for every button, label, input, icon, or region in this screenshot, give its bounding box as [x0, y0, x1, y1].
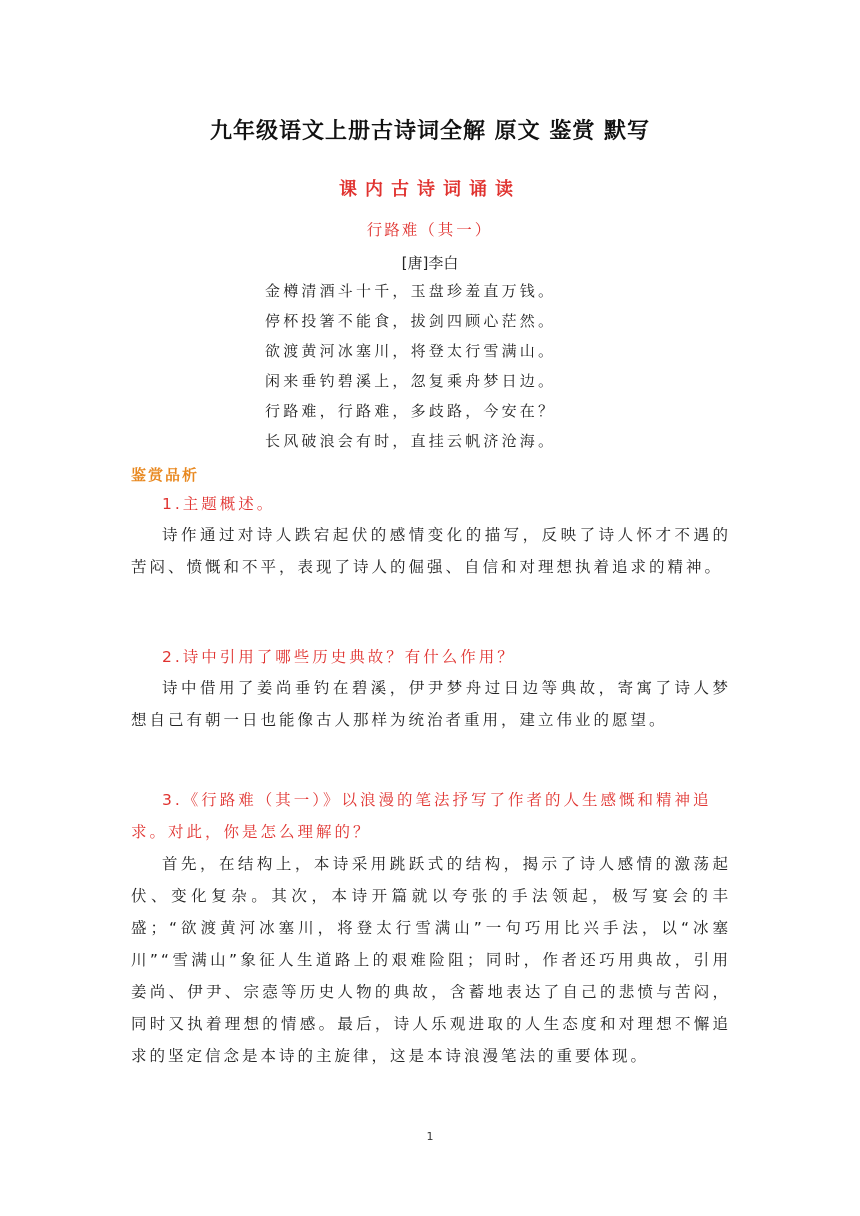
poem-title-subtitle: （其一） [419, 221, 494, 239]
poem-author: [唐]李白 [401, 254, 459, 272]
poem-line: 闲来垂钓碧溪上，忽复乘舟梦日边。 [265, 372, 557, 390]
analysis-heading: 鉴赏品析 [131, 466, 200, 484]
poem-line: 欲渡黄河冰塞川，将登太行雪满山。 [265, 342, 557, 360]
analysis-answer-2: 诗中借用了姜尚垂钓在碧溪，伊尹梦舟过日边等典故，寄寓了诗人梦想自己有朝一日也能像古人那样为统治者重用，建立伟业的愿望。 [131, 679, 731, 729]
page-number: 1 [426, 1130, 434, 1143]
poem-line: 行路难，行路难，多歧路，今安在？ [265, 402, 557, 420]
analysis-question-3: 3.《行路难（其一）》以浪漫的笔法抒写了作者的人生感慨和精神追求。对此，你是怎么理解的？ [131, 791, 712, 841]
poem-line: 长风破浪会有时，直挂云帆济沧海。 [265, 432, 557, 450]
poem-body [265, 280, 605, 460]
section-heading: 课内古诗词诵读 [339, 179, 521, 200]
poem-title [0, 218, 860, 240]
analysis-question-1: 1.主题概述。 [162, 495, 276, 513]
analysis-question-2: 2.诗中引用了哪些历史典故？有什么作用？ [162, 648, 516, 666]
poem-line: 金樽清酒斗十千，玉盘珍羞直万钱。 [265, 282, 557, 300]
document-title: 九年级语文上册古诗词全解 原文 鉴赏 默写 [210, 119, 650, 144]
analysis-answer-1: 诗作通过对诗人跌宕起伏的感情变化的描写，反映了诗人怀才不遇的苦闷、愤慨和不平，表现了诗人的倔强、自信和对理想执着追求的精神。 [131, 526, 731, 576]
poem-line: 停杯投箸不能食，拔剑四顾心茫然。 [265, 312, 557, 330]
analysis-answer-3: 首先，在结构上，本诗采用跳跃式的结构，揭示了诗人感情的激荡起伏、变化复杂。其次，本诗开篇就以夸张的手法领起，极写宴会的丰盛；“欲渡黄河冰塞川，将登太行雪满山”一句巧用比兴手法，以“冰塞川”“雪满山”象征人生道路上的艰难险阻；同时，作者还巧用典故，引用姜尚、伊尹、宗悫等历史人物的典故，含蓄地表达了自己的悲愤与苦闷，同时又执着理想的情感。最后，诗人乐观进取的人生态度和对理想不懈追求的坚定信念是本诗的主旋律，这是本诗浪漫笔法的重要体现。 [131, 855, 731, 1065]
poem-title-main: 行路难 [366, 221, 420, 239]
